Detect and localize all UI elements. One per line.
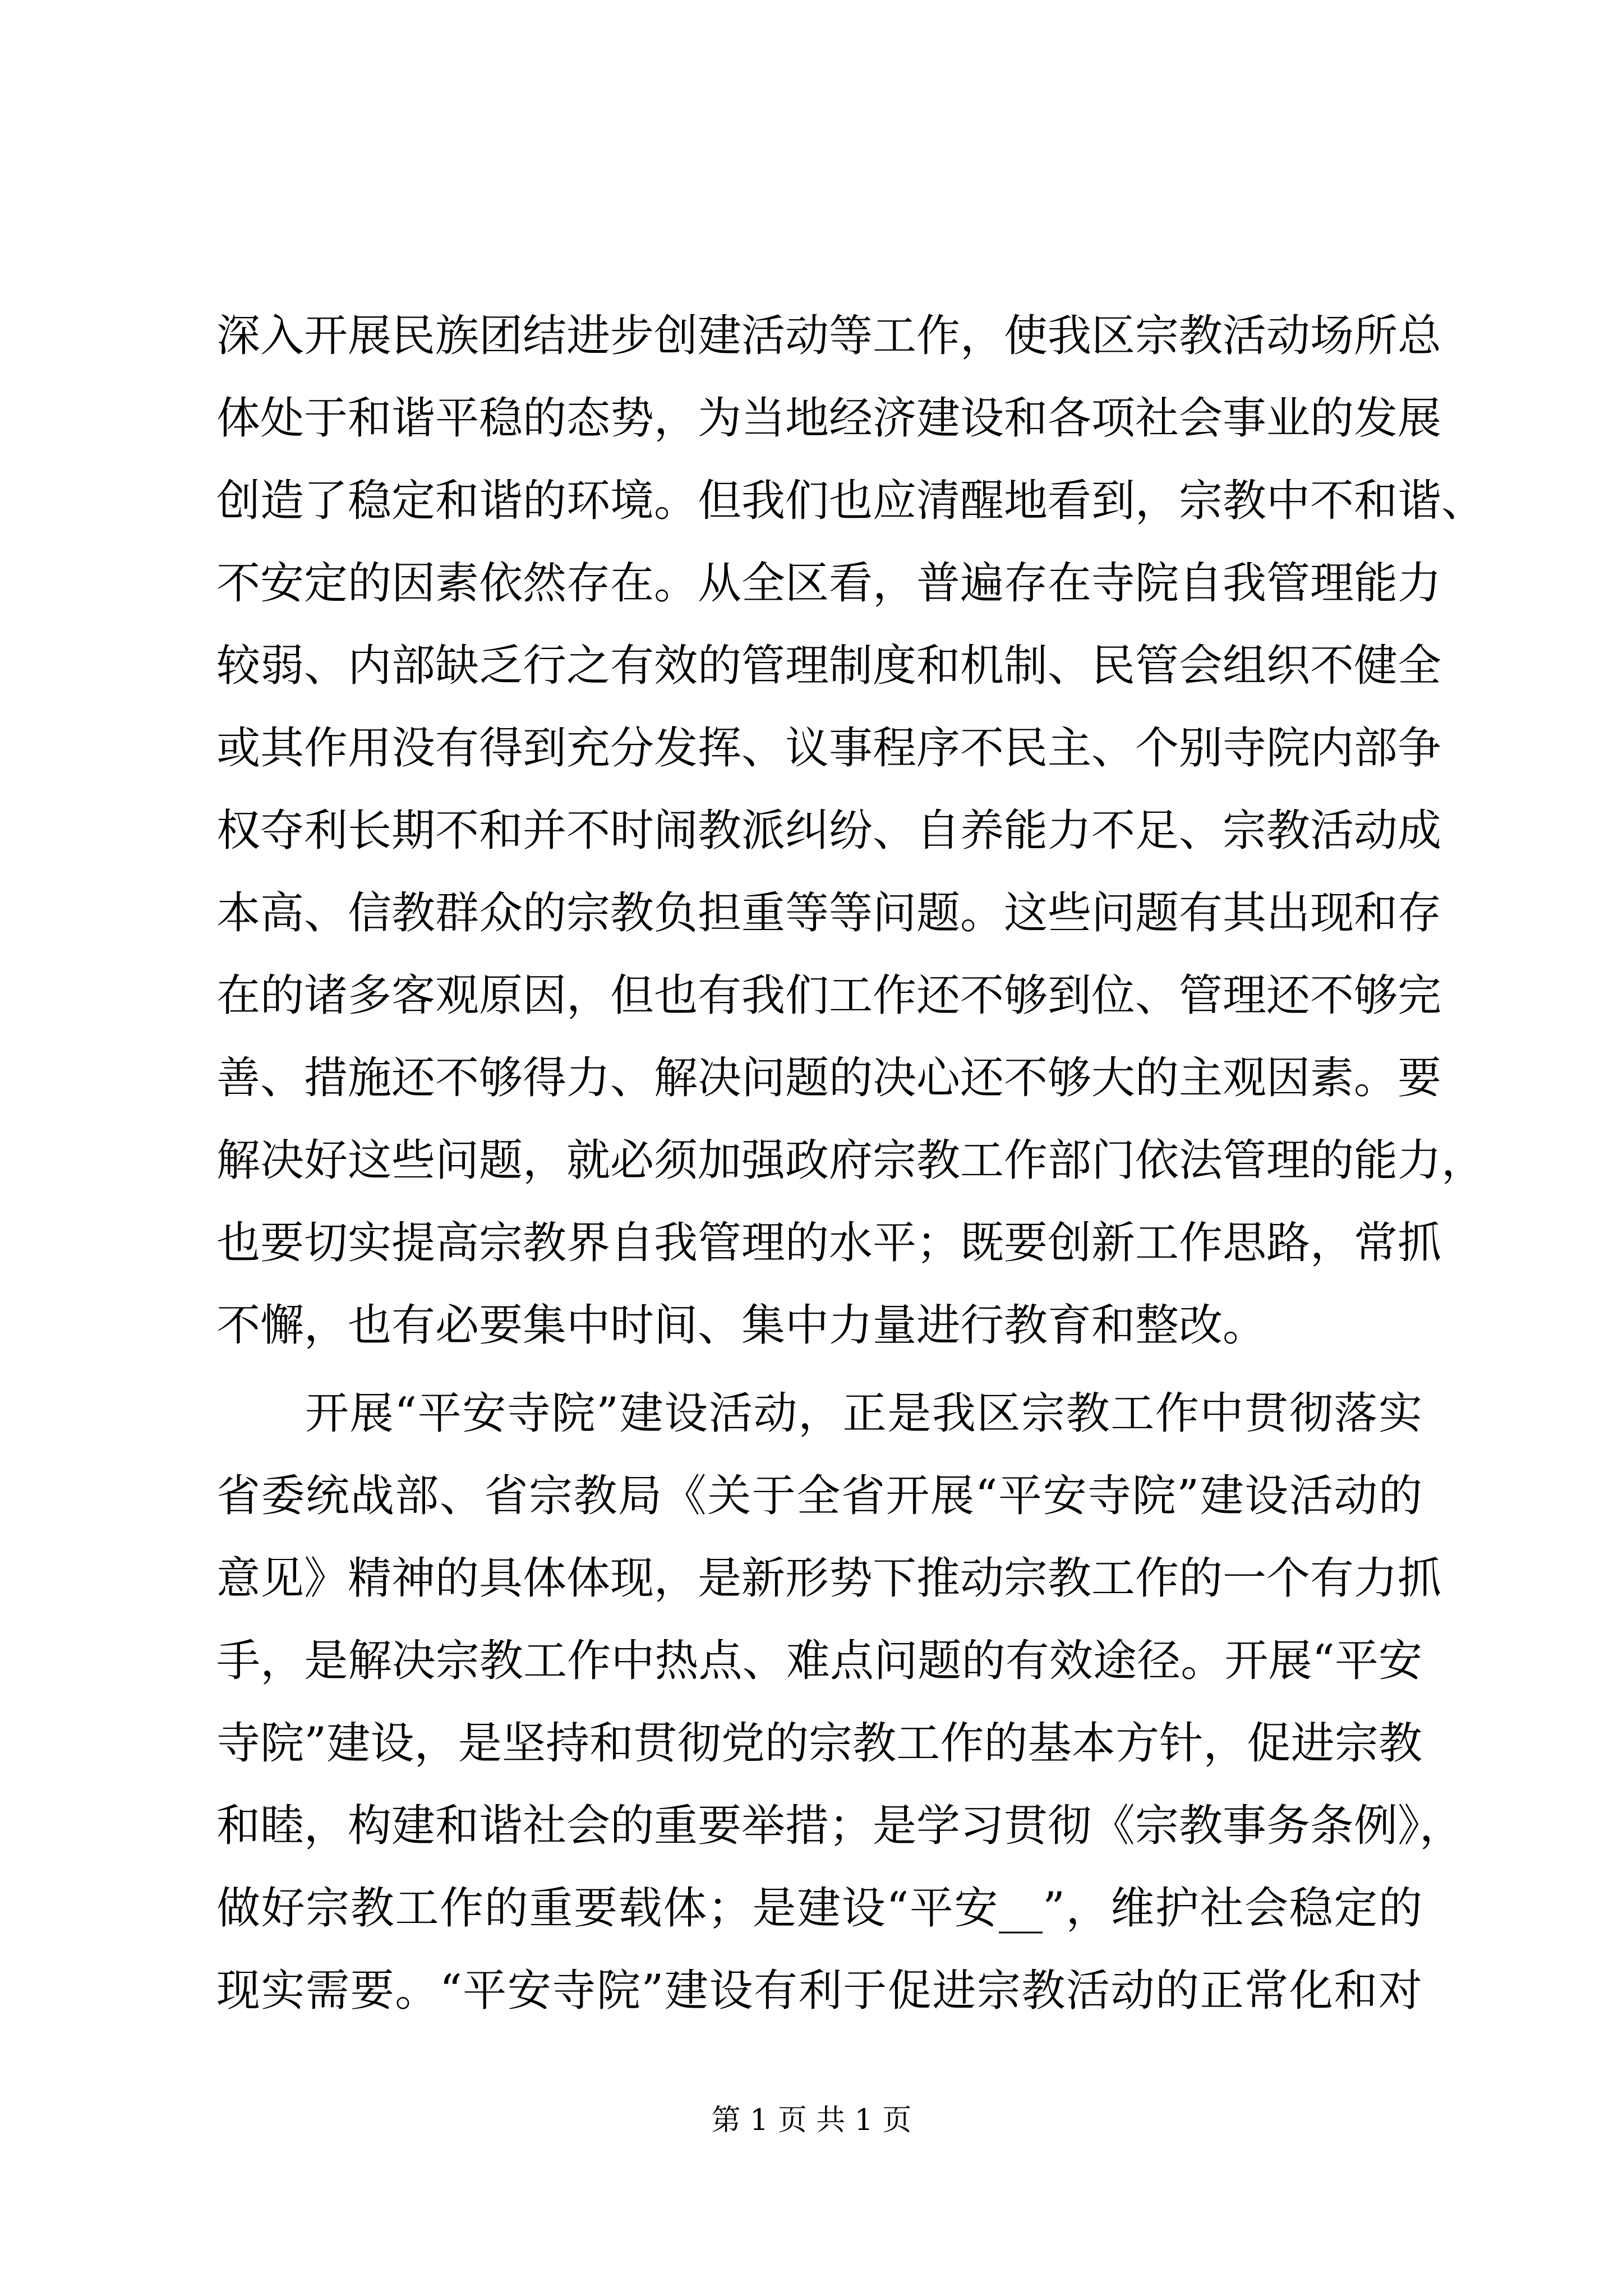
document-body — [216, 295, 1486, 2032]
paragraph-line: 在的诸多客观原因，但也有我们工作还不够到位、管理还不够完 — [216, 970, 1442, 1021]
paragraph-line: 不安定的因素依然存在。从全区看，普遍存在寺院自我管理能力 — [216, 558, 1442, 609]
paragraph-line: 手，是解决宗教工作中热点、难点问题的有效途径。开展“平安 — [216, 1636, 1422, 1686]
paragraph-line: 创造了稳定和谐的环境。但我们也应清醒地看到，宗教中不和谐、 — [216, 476, 1486, 526]
paragraph-line: 体处于和谐平稳的态势，为当地经济建设和各项社会事业的发展 — [216, 393, 1442, 444]
paragraph-1 — [216, 295, 1486, 1367]
paragraph-line: 省委统战部、省宗教局《关于全省开展“平安寺院”建设活动的 — [216, 1471, 1422, 1521]
paragraph-line: 和睦，构建和谐社会的重要举措；是学习贯彻《宗教事务条例》， — [216, 1801, 1464, 1851]
paragraph-line: 做好宗教工作的重要载体；是建设“平安__”，维护社会稳定的 — [216, 1883, 1422, 1934]
paragraph-line: 寺院”建设，是坚持和贯彻党的宗教工作的基本方针，促进宗教 — [216, 1718, 1422, 1769]
paragraph-line: 深入开展民族团结进步创建活动等工作，使我区宗教活动场所总 — [216, 311, 1442, 361]
paragraph-line: 现实需要。“平安寺院”建设有利于促进宗教活动的正常化和对 — [216, 1966, 1422, 2016]
paragraph-line: 较弱、内部缺乏行之有效的管理制度和机制、民管会组织不健全 — [216, 641, 1442, 691]
paragraph-line: 权夺利长期不和并不时闹教派纠纷、自养能力不足、宗教活动成 — [216, 806, 1442, 856]
paragraph-line: 开展“平安寺院”建设活动，正是我区宗教工作中贯彻落实 — [305, 1388, 1422, 1439]
paragraph-line: 善、措施还不够得力、解决问题的决心还不够大的主观因素。要 — [216, 1053, 1442, 1103]
page-footer: 第 1 页 共 1 页 — [711, 2104, 912, 2137]
paragraph-line: 也要切实提高宗教界自我管理的水平；既要创新工作思路，常抓 — [216, 1218, 1442, 1268]
paragraph-line: 不懈，也有必要集中时间、集中力量进行教育和整改。 — [216, 1300, 1267, 1351]
paragraph-line: 本高、信教群众的宗教负担重等等问题。这些问题有其出现和存 — [216, 888, 1442, 938]
paragraph-2 — [216, 1373, 1464, 2032]
paragraph-line: 解决好这些问题，就必须加强政府宗教工作部门依法管理的能力， — [216, 1135, 1486, 1186]
paragraph-line: 或其作用没有得到充分发挥、议事程序不民主、个别寺院内部争 — [216, 723, 1442, 774]
paragraph-line: 意见》精神的具体体现，是新形势下推动宗教工作的一个有力抓 — [216, 1553, 1442, 1604]
